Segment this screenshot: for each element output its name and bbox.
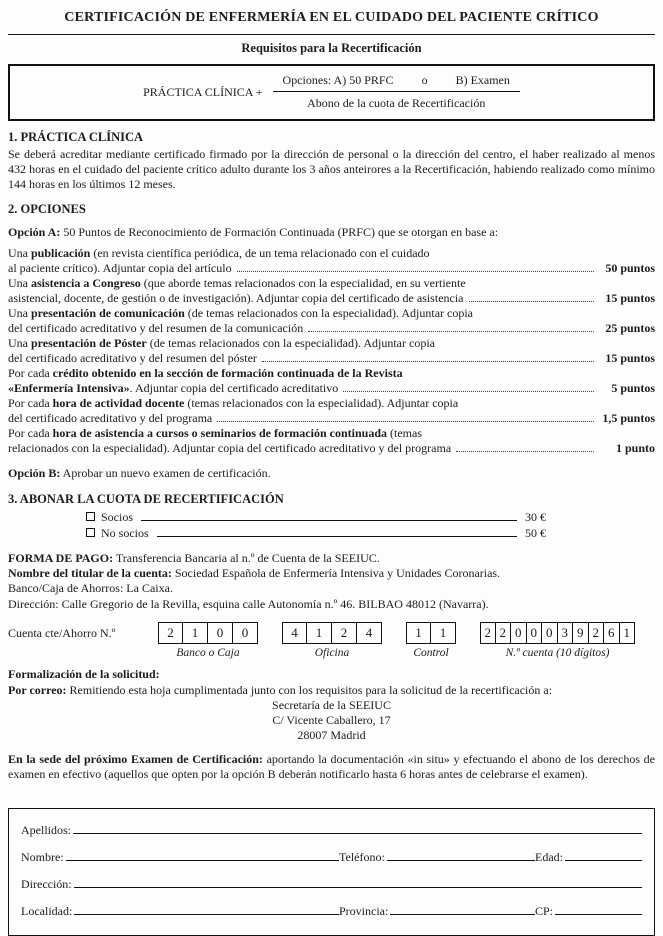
account-cells <box>282 622 382 644</box>
formula-denominator: Abono de la cuota de Recertificación <box>307 96 486 110</box>
page-title: CERTIFICACIÓN DE ENFERMERÍA EN EL CUIDADO DEL PACIENTE CRÍTICO <box>64 10 599 25</box>
account-group-caption: Control <box>413 647 449 660</box>
account-digit-cell: 2 <box>496 622 512 644</box>
points-value: 25 puntos <box>605 320 655 335</box>
account-digit-cell: 0 <box>542 622 558 644</box>
apellidos-field[interactable] <box>73 833 642 834</box>
dot-leader <box>456 451 594 452</box>
dot-leader <box>217 421 594 422</box>
section2-heading: 2. OPCIONES <box>8 201 86 216</box>
section3-heading: 3. ABONAR LA CUOTA DE RECERTIFICACIÓN <box>8 491 284 506</box>
item-text-line: asistencial, docente, de gestión o de investigación). Adjuntar copia del certificado de asistencia <box>8 290 464 305</box>
points-value: 1 punto <box>615 440 655 455</box>
formalization-section <box>8 667 655 782</box>
account-digit-cell: 4 <box>357 622 382 644</box>
mail-address-line: 28007 Madrid <box>297 728 366 743</box>
item-text-line: Por cada crédito obtenido en la sección de formación continuada de la Revista <box>8 365 403 380</box>
formula-option-b: B) Examen <box>455 73 510 87</box>
account-group-control <box>406 622 456 659</box>
provincia-label: Provincia: <box>339 904 389 919</box>
item-text-line: Por cada hora de actividad docente (temas relacionados con la especialidad). Adjuntar copia <box>8 395 459 410</box>
item-text-line: del certificado acreditativo y del resumen de la comunicación <box>8 320 304 335</box>
item-text-line: Por cada hora de asistencia a cursos o seminarios de formación continuada (temas <box>8 425 422 440</box>
telefono-label: Teléfono: <box>339 850 385 865</box>
prfc-item-credito-revista <box>8 366 655 396</box>
item-text-line: al paciente crítico). Adjuntar copia del artículo <box>8 260 232 275</box>
by-mail-line: Por correo: Remitiendo esta hoja cumplimentada junto con los requisitos para la solicitud de la recertificación a: <box>8 682 553 697</box>
section1-heading: 1. PRÁCTICA CLÍNICA <box>8 130 144 144</box>
option-b-line: Opción B: Aprobar un nuevo examen de certificación. <box>8 465 271 480</box>
header-divider <box>8 34 655 35</box>
formula-left-label: PRÁCTICA CLÍNICA + <box>143 84 263 99</box>
payment-info <box>8 551 655 660</box>
edad-field[interactable] <box>565 860 642 861</box>
cp-field[interactable] <box>555 914 642 915</box>
points-value: 15 puntos <box>605 350 655 365</box>
cp-label: CP: <box>535 904 554 919</box>
points-value: 5 puntos <box>611 380 655 395</box>
field-row-localidad-provincia-cp <box>21 904 642 919</box>
account-digit-cell: 6 <box>604 622 620 644</box>
apellidos-label: Apellidos: <box>21 823 71 838</box>
item-text-line: Una presentación de comunicación (de temas relacionados con la especialidad). Adjuntar copia <box>8 305 473 320</box>
dot-leader <box>343 391 594 392</box>
fee-blank-line[interactable] <box>141 520 517 521</box>
account-number-label: Cuenta cte/Ahorro N.º <box>8 626 116 641</box>
requirements-formula-box <box>8 64 655 121</box>
checkbox-icon[interactable] <box>86 528 95 537</box>
telefono-field[interactable] <box>387 860 535 861</box>
direccion-field[interactable] <box>74 887 642 888</box>
item-text-line: Una publicación (en revista científica periódica, de un tema relacionado con el cuidado <box>8 245 430 260</box>
account-number-row <box>8 622 655 659</box>
item-text-line: Una asistencia a Congreso (que aborde temas relacionados con la especialidad, en su vertiente <box>8 275 466 290</box>
prfc-item-poster <box>8 336 655 366</box>
account-cells <box>158 622 258 644</box>
account-digit-cell: 2 <box>589 622 605 644</box>
points-value: 50 puntos <box>605 260 655 275</box>
account-digit-cell: 2 <box>332 622 357 644</box>
section1-body: Se deberá acreditar mediante certificado firmado por la dirección de personal o la dirección del centro, el haber realizado al menos 432 horas en el cuidado del paciente crítico adulto durante los 3 años anteirores a la Recertificación, habiendo realizado como mínimo 144 horas en los últimos 12 meses. <box>8 147 655 192</box>
prfc-item-publicacion <box>8 246 655 276</box>
fee-price: 30 € <box>525 509 546 524</box>
formalization-heading: Formalización de la solicitud: <box>8 667 160 682</box>
account-digit-cell: 1 <box>620 622 636 644</box>
account-group-caption: N.º cuenta (10 dígitos) <box>505 647 610 660</box>
provincia-field[interactable] <box>390 914 535 915</box>
dot-leader <box>469 301 594 302</box>
account-digit-cell: 2 <box>480 622 496 644</box>
item-text-line: «Enfermería Intensiva». Adjuntar copia del certificado acreditativo <box>8 380 339 395</box>
account-digit-cell: 1 <box>406 622 431 644</box>
prfc-item-congreso <box>8 276 655 306</box>
account-group-caption: Banco o Caja <box>176 647 240 660</box>
account-holder-line: Nombre del titular de la cuenta: Sociedad Española de Enfermería Intensiva y Unidades Coronarias. <box>8 566 501 581</box>
mail-address-line: Secretaría de la SEEIUC <box>272 698 391 713</box>
nombre-field[interactable] <box>66 860 339 861</box>
dot-leader <box>237 271 594 272</box>
payment-method-line: FORMA DE PAGO: Transferencia Bancaria al n.º de Cuenta de la SEEIUC. <box>8 550 380 565</box>
item-text-line: del certificado acreditativo y del resumen del póster <box>8 350 257 365</box>
account-digit-cell: 1 <box>183 622 208 644</box>
account-digit-cell: 0 <box>208 622 233 644</box>
formula-numerator <box>273 73 520 92</box>
dot-leader <box>308 331 594 332</box>
prfc-item-actividad-docente <box>8 396 655 426</box>
direccion-label: Dirección: <box>21 877 72 892</box>
fee-row-no-socios <box>86 525 546 541</box>
account-group-banco <box>158 622 258 659</box>
account-digit-cell: 4 <box>282 622 307 644</box>
personal-data-box <box>8 808 655 936</box>
prfc-item-cursos-seminarios <box>8 426 655 456</box>
field-row-nombre-telefono-edad <box>21 850 642 865</box>
fee-label: No socios <box>101 525 149 540</box>
account-digit-cell: 0 <box>527 622 543 644</box>
fee-price: 50 € <box>525 525 546 540</box>
fee-label: Socios <box>101 509 134 524</box>
field-row-apellidos <box>21 823 642 838</box>
points-value: 1,5 puntos <box>602 410 655 425</box>
account-group-cuenta <box>480 622 635 659</box>
edad-label: Edad: <box>535 850 563 865</box>
field-row-direccion <box>21 877 642 892</box>
account-group-caption: Oficina <box>314 647 350 660</box>
page-subtitle: Requisitos para la Recertificación <box>241 41 422 55</box>
item-text-line: del certificado acreditativo y del programa <box>8 410 213 425</box>
prfc-item-comunicacion <box>8 306 655 336</box>
account-digit-cell: 1 <box>431 622 456 644</box>
points-value: 15 puntos <box>605 290 655 305</box>
nombre-label: Nombre: <box>21 850 64 865</box>
dot-leader <box>262 361 594 362</box>
mail-address-line: C/ Vicente Caballero, 17 <box>272 713 391 728</box>
account-digit-cell: 3 <box>558 622 574 644</box>
checkbox-icon[interactable] <box>86 512 95 521</box>
option-a-line: Opción A: 50 Puntos de Reconocimiento de Formación Continuada (PRFC) que se otorgan en base a: <box>8 224 499 239</box>
account-cells <box>480 622 635 644</box>
formula-or: o <box>421 73 428 87</box>
account-group-oficina <box>282 622 382 659</box>
account-digit-cell: 9 <box>573 622 589 644</box>
localidad-label: Localidad: <box>21 904 73 919</box>
item-text-line: relacionados con la especialidad). Adjuntar copia del certificado acreditativo y del programa <box>8 440 452 455</box>
item-text-line: Una presentación de Póster (de temas relacionados con la especialidad). Adjuntar copia <box>8 335 435 350</box>
bank-line: Banco/Caja de Ahorros: La Caixa. <box>8 581 173 596</box>
fee-blank-line[interactable] <box>157 536 517 537</box>
fee-row-socios <box>86 509 546 525</box>
localidad-field[interactable] <box>74 914 339 915</box>
account-digit-cell: 1 <box>307 622 332 644</box>
account-digit-cell: 2 <box>158 622 183 644</box>
formula-option-a: Opciones: A) 50 PRFC <box>282 73 394 87</box>
account-digit-cell: 0 <box>511 622 527 644</box>
account-digit-cell: 0 <box>233 622 258 644</box>
bank-address-line: Dirección: Calle Gregorio de la Revilla, esquina calle Autonomía n.º 46. BILBAO 48012 (Navarra). <box>8 596 489 611</box>
account-cells <box>406 622 456 644</box>
formula-fraction <box>273 73 520 111</box>
exam-venue-paragraph: En la sede del próximo Examen de Certificación: aportando la documentación «in situ» y efectuando el abono de los derechos de examen en efectivo (aquellos que opten por la opción B deberán notificarlo hasta 6 horas antes de celebrarse el examen). <box>8 752 655 782</box>
